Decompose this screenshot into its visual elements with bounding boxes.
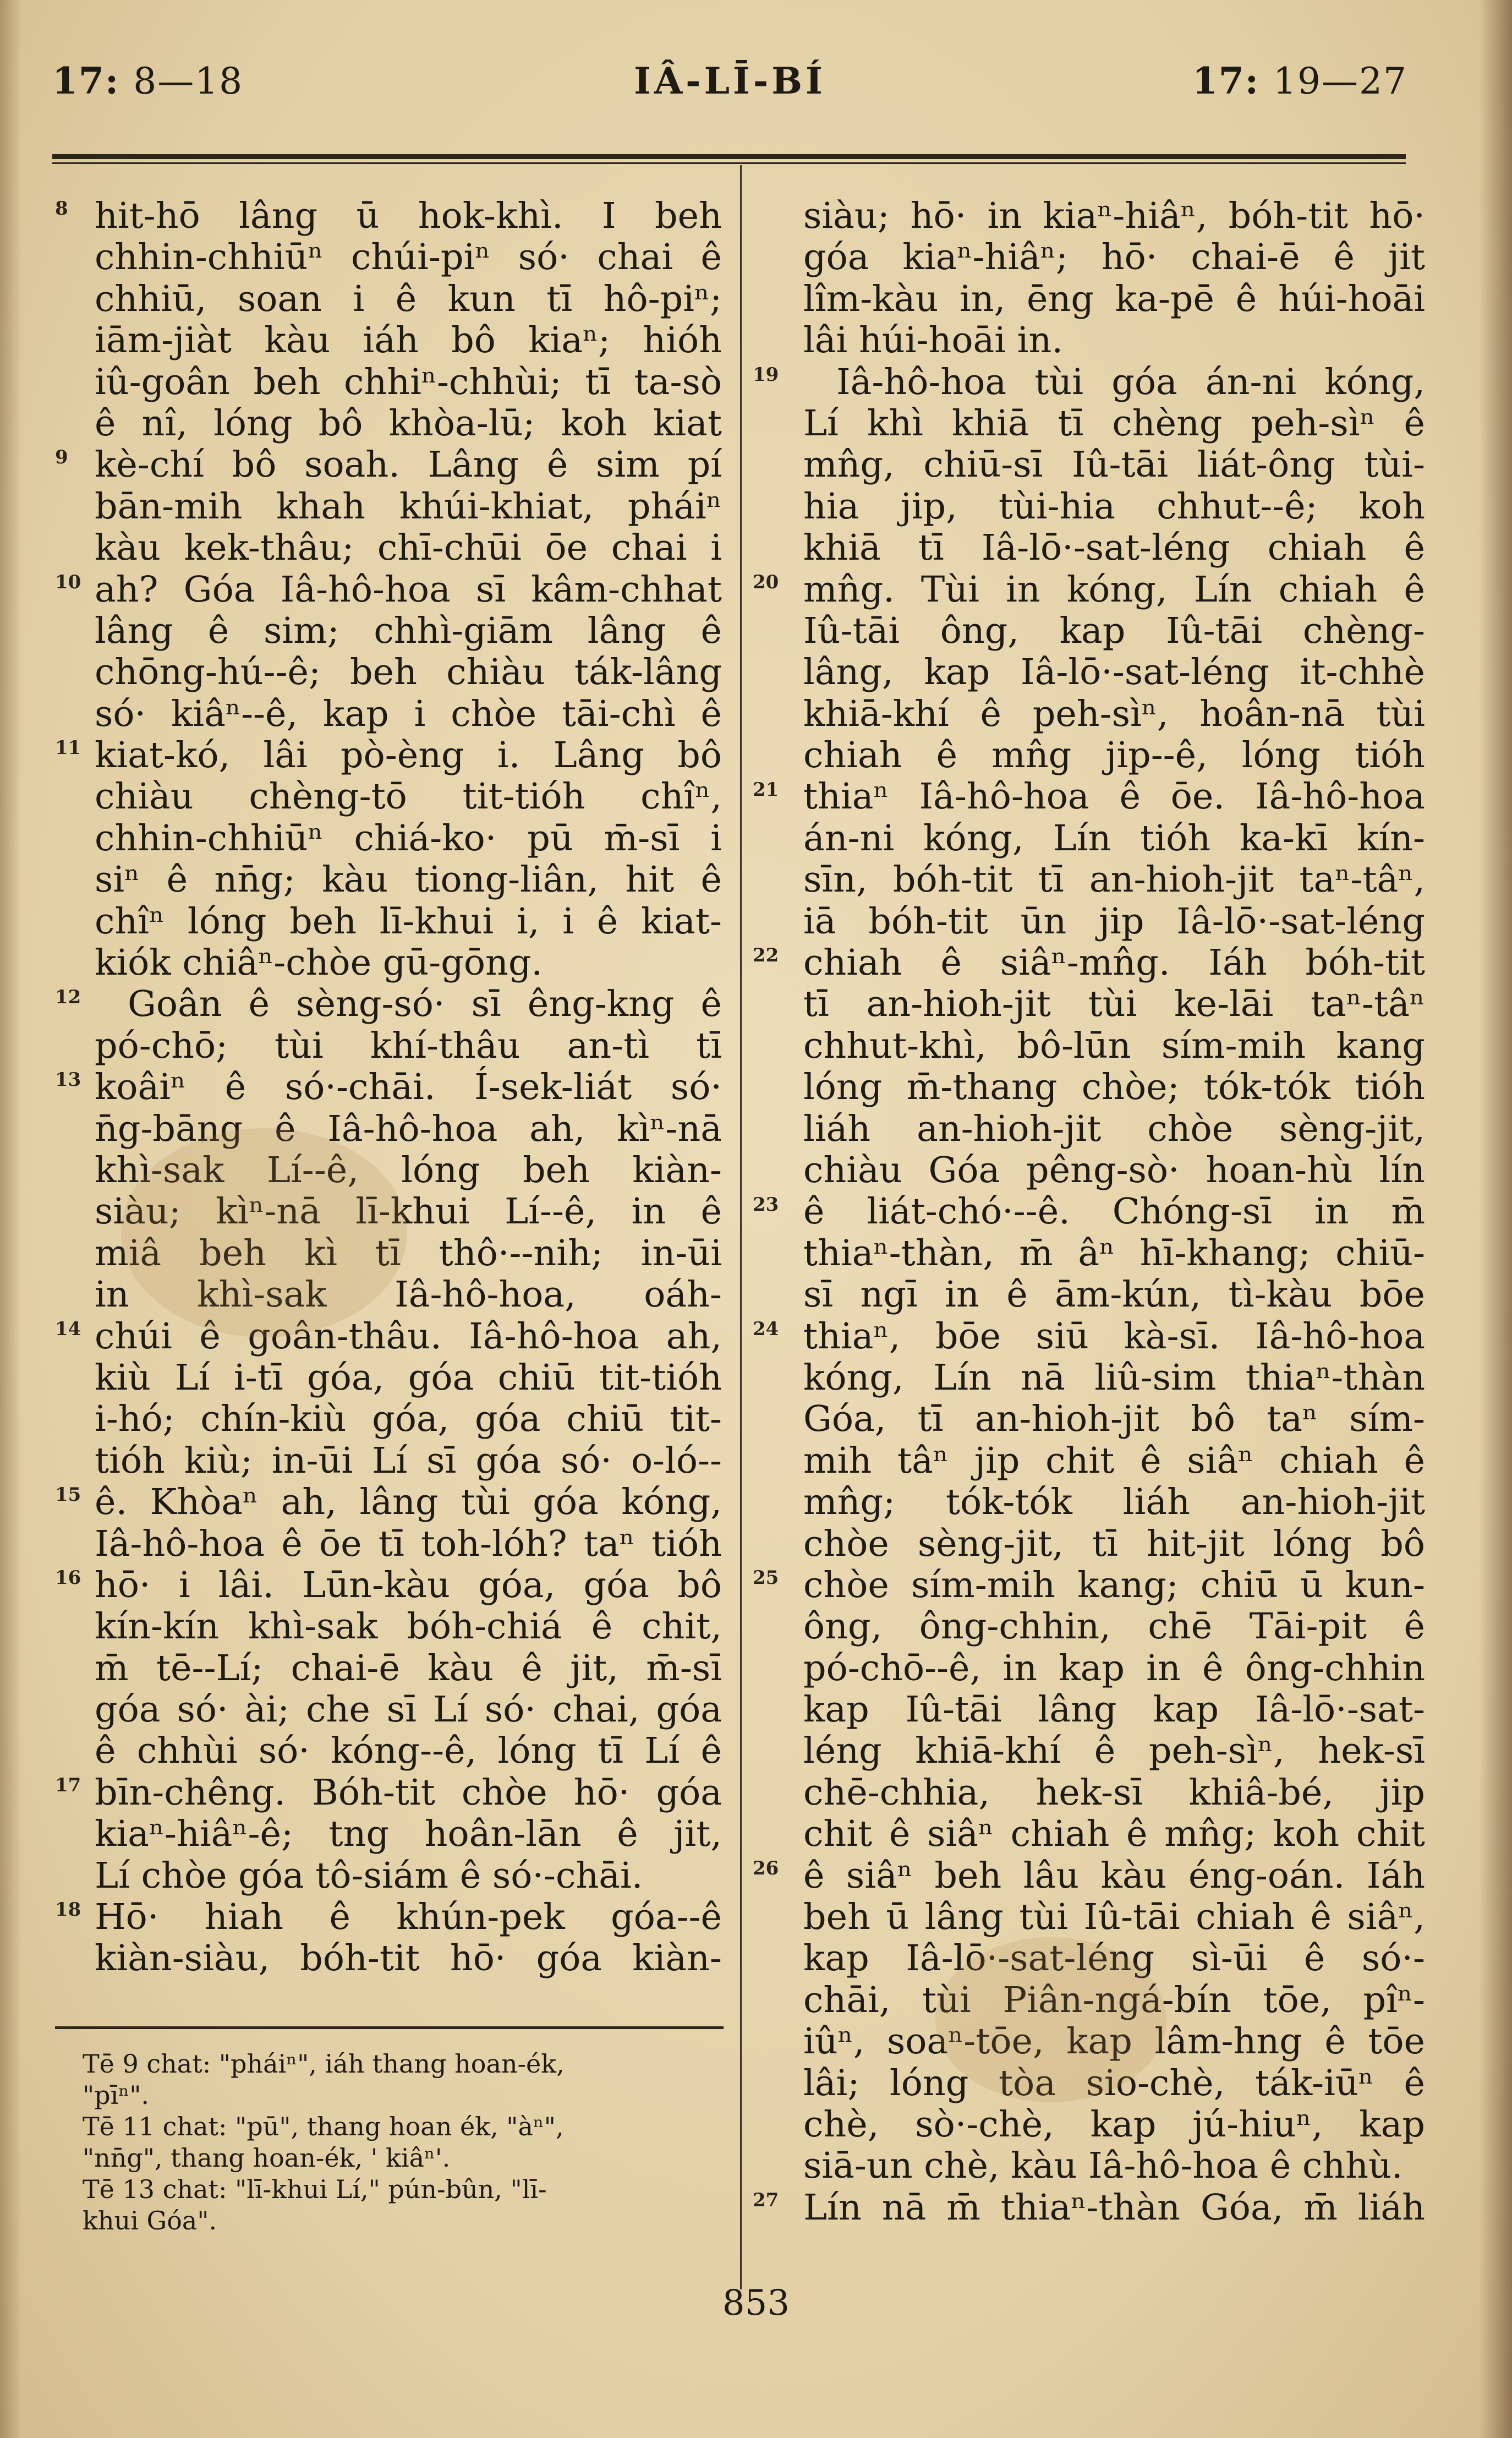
paper-stain [121, 1128, 407, 1337]
text-line: khì-sak Lí--ê, lóng beh kiàn- [95, 1149, 722, 1191]
text-line: góa só· ài; che sī Lí só· chai, góa [95, 1689, 722, 1731]
text-line: lîm-kàu in, ēng ka-pē ê húi-hoāi [803, 278, 1425, 320]
verse-number: 12 [55, 986, 81, 1008]
text-line: iā bóh-tit ūn jip Iâ-lō·-sat-léng [803, 900, 1425, 942]
text-line: ê nî, lóng bô khòa-lū; koh kiat [95, 402, 722, 444]
text-line: ê siâⁿ beh lâu kàu éng-oán. Iáh [803, 1855, 1425, 1896]
verse-number: 27 [753, 2189, 779, 2212]
verse-number: 13 [55, 1069, 81, 1091]
text-line: tióh kiù; in-ūi Lí sī góa só· o-ló-- [95, 1440, 722, 1482]
text-line: chiàu chèng-tō tit-tióh chîⁿ, [95, 776, 722, 818]
text-line: chōng-hú--ê; beh chiàu ták-lâng [95, 652, 722, 693]
text-line: miâ beh kì tī thô·--nih; in-ūi [95, 1232, 722, 1274]
text-line: Lí chòe góa tô-siám ê só·-chāi. [95, 1855, 643, 1896]
footnote-line: Tē 13 chat: "lī-khui Lí," pún-bûn, "lī- [83, 2174, 547, 2204]
verse-number: 9 [55, 446, 68, 469]
text-line: lâng, kap Iâ-lō·-sat-léng it-chhè [803, 652, 1425, 693]
text-line: bīn-chêng. Bóh-tit chòe hō· góa [95, 1772, 722, 1813]
text-line: thiaⁿ-thàn, m̄ âⁿ hī-khang; chiū- [803, 1232, 1425, 1274]
text-line: kè-chí bô soah. Lâng ê sim pí [95, 444, 722, 486]
verse-number: 26 [753, 1857, 779, 1879]
text-line: kiàn-siàu, bóh-tit hō· góa kiàn- [95, 1938, 722, 1980]
text-line: chhut-khì, bô-lūn sím-mih kang [803, 1025, 1425, 1067]
text-line: chúi ê goân-thâu. Iâ-hô-hoa ah, [95, 1315, 722, 1357]
text-line: kiat-kó, lâi pò-èng i. Lâng bô [95, 735, 722, 777]
text-line: Góa, tī an-hioh-jit bô taⁿ sím- [803, 1398, 1425, 1440]
text-line: chē-chhia, hek-sī khiâ-bé, jip [803, 1772, 1425, 1813]
text-line: Goân ê sèng-só· sī êng-kng ê [128, 983, 722, 1025]
text-line: kiaⁿ-hiâⁿ-ê; tng hoân-lān ê jit, [95, 1813, 722, 1855]
text-line: i-hó; chín-kiù góa, góa chiū tit- [95, 1398, 722, 1440]
right-verse-range: 17: 19—27 [1192, 59, 1407, 102]
text-line: chiàu Góa pêng-sò· hoan-hù lín [803, 1149, 1425, 1191]
footnote-line: Tē 11 chat: "pū", thang hoan ék, "àⁿ", [83, 2112, 564, 2141]
text-line: mih tâⁿ jip chit ê siâⁿ chiah ê [803, 1440, 1425, 1482]
text-line: thiaⁿ, bōe siū kà-sī. Iâ-hô-hoa [803, 1315, 1425, 1357]
text-line: ah? Góa Iâ-hô-hoa sī kâm-chhat [95, 568, 722, 610]
text-line: hō· i lâi. Lūn-kàu góa, góa bô [95, 1564, 722, 1606]
text-line: sī ngī in ê ām-kún, tì-kàu bōe [803, 1274, 1425, 1316]
text-line: án-ni kóng, Lín tióh ka-kī kín- [803, 817, 1425, 859]
text-line: Hō· hiah ê khún-pek góa--ê [95, 1896, 722, 1938]
text-line: kiók chiâⁿ-chòe gū-gōng. [95, 942, 543, 984]
text-line: Iâ-hô-hoa ê ōe tī toh-lóh? taⁿ tióh [95, 1523, 722, 1565]
text-line: ông, ông-chhin, chē Tāi-pit ê [803, 1606, 1425, 1648]
text-line: khiā tī Iâ-lō·-sat-léng chiah ê [803, 527, 1425, 569]
verse-number: 8 [55, 198, 68, 220]
text-line: lâng ê sim; chhì-giām lâng ê [95, 610, 722, 652]
text-line: ê liát-chó·--ê. Chóng-sī in m̄ [803, 1191, 1425, 1233]
text-line: kiù Lí i-tī góa, góa chiū tit-tióh [95, 1357, 722, 1398]
text-line: koâiⁿ ê só·-chāi. Í-sek-liát só· [95, 1067, 722, 1108]
right-column-text [803, 195, 1425, 2228]
text-line: chit ê siâⁿ chiah ê mn̂g; koh chit [803, 1813, 1425, 1855]
text-line: in khì-sak Iâ-hô-hoa, oáh- [95, 1274, 722, 1316]
text-line: siⁿ ê nn̄g; kàu tiong-liân, hit ê [95, 859, 722, 901]
verse-number: 20 [753, 571, 779, 593]
text-line: léng khiā-khí ê peh-sìⁿ, hek-sī [803, 1730, 1425, 1772]
verse-number: 14 [55, 1318, 81, 1340]
verse-number: 23 [753, 1193, 779, 1216]
book-title: IÂ-LĪ-BÍ [634, 59, 826, 102]
text-line: Lín nā m̄ thiaⁿ-thàn Góa, m̄ liáh [803, 2186, 1425, 2228]
text-line: kóng, Lín nā liû-sim thiaⁿ-thàn [803, 1357, 1425, 1398]
footnote-line: "pīⁿ". [83, 2080, 149, 2110]
text-line: chè, sò·-chè, kap jú-hiuⁿ, kap [803, 2103, 1425, 2145]
text-line: pó-chō--ê, in kap in ê ông-chhin [803, 1647, 1425, 1689]
header-rule-thick [52, 154, 1406, 159]
text-line: siā-un chè, kàu Iâ-hô-hoa ê chhù. [803, 2145, 1403, 2187]
verse-number: 18 [55, 1899, 81, 1921]
verse-number: 19 [753, 363, 779, 386]
text-line: kàu kek-thâu; chī-chūi ōe chai i [95, 527, 722, 569]
text-line: chiah ê siâⁿ-mn̂g. Iáh bóh-tit [803, 942, 1425, 984]
text-line: n̄g-bāng ê Iâ-hô-hoa ah, kìⁿ-nā [95, 1108, 722, 1150]
text-line: kap Iû-tāi lâng kap Iâ-lō·-sat- [803, 1689, 1425, 1731]
text-line: siàu; hō· in kiaⁿ-hiâⁿ, bóh-tit hō· [803, 195, 1425, 237]
footnote-line: "nn̄g", thang hoan-ék, ' kiâⁿ'. [83, 2143, 451, 2173]
text-line: ê. Khòaⁿ ah, lâng tùi góa kóng, [95, 1482, 722, 1523]
footnote-rule [55, 2026, 724, 2029]
text-line: Lí khì khiā tī chèng peh-sìⁿ ê [803, 402, 1425, 444]
page-edge-shadow-left [0, 0, 22, 2438]
text-line: mn̂g; tók-tók liáh an-hioh-jit [803, 1482, 1425, 1523]
text-line: pó-chō; tùi khí-thâu an-tì tī [95, 1025, 722, 1067]
text-line: chiah ê mn̂g jip--ê, lóng tióh [803, 735, 1425, 777]
text-line: Iû-tāi ông, kap Iû-tāi chèng- [803, 610, 1425, 652]
verse-number: 17 [55, 1774, 81, 1797]
text-line: iām-jiàt kàu iáh bô kiaⁿ; hióh [95, 320, 722, 362]
footnotes [83, 2048, 732, 2237]
text-line: chāi, tùi Piân-ngá-bín tōe, pîⁿ- [803, 1979, 1425, 2021]
text-line: thiaⁿ Iâ-hô-hoa ê ōe. Iâ-hô-hoa [803, 776, 1425, 818]
text-line: kap Iâ-lō·-sat-léng sì-ūi ê só·- [803, 1938, 1425, 1980]
page-edge-shadow-right [1479, 0, 1512, 2438]
text-line: mn̂g. Tùi in kóng, Lín chiah ê [803, 568, 1425, 610]
text-line: mn̂g, chiū-sī Iû-tāi liát-ông tùi- [803, 444, 1425, 486]
text-line: Iâ-hô-hoa tùi góa án-ni kóng, [836, 361, 1425, 403]
text-line: chòe sèng-jit, tī hit-jit lóng bô [803, 1523, 1425, 1565]
text-line: lóng m̄-thang chòe; tók-tók tióh [803, 1067, 1425, 1108]
text-line: liáh an-hioh-jit chòe sèng-jit, [803, 1108, 1425, 1150]
page-number: 853 [722, 2283, 790, 2324]
text-line: lâi; lóng tòa sio-chè, ták-iūⁿ ê [803, 2062, 1425, 2104]
verse-number: 24 [753, 1318, 779, 1340]
verse-number: 25 [753, 1567, 779, 1589]
text-line: chîⁿ lóng beh lī-khui i, i ê kiat- [95, 900, 722, 942]
verse-number: 11 [55, 737, 81, 759]
left-column-text [95, 195, 722, 1980]
column-divider [740, 165, 742, 2289]
verse-number: 22 [753, 944, 779, 967]
text-line: chhin-chhiūⁿ chúi-piⁿ só· chai ê [95, 237, 722, 278]
text-line: siàu; kìⁿ-nā lī-khui Lí--ê, in ê [95, 1191, 722, 1233]
text-line: iûⁿ, soaⁿ-tōe, kap lâm-hng ê tōe [803, 2021, 1425, 2063]
text-line: sīn, bóh-tit tī an-hioh-jit taⁿ-tâⁿ, [803, 859, 1425, 901]
footnote-line: Tē 9 chat: "pháiⁿ", iáh thang hoan-ék, [83, 2049, 565, 2079]
verse-number: 21 [753, 778, 779, 801]
left-verse-range: 17: 8—18 [52, 59, 244, 102]
text-line: chhiū, soan i ê kun tī hô-piⁿ; [95, 278, 722, 320]
header-rule-thin [52, 162, 1406, 164]
verse-number: 15 [55, 1484, 81, 1506]
text-line: tī an-hioh-jit tùi ke-lāi taⁿ-tâⁿ [803, 983, 1425, 1025]
text-line: khiā-khí ê peh-sìⁿ, hoân-nā tùi [803, 693, 1425, 735]
verse-number: 16 [55, 1567, 81, 1589]
text-line: chòe sím-mih kang; chiū ū kun- [803, 1564, 1425, 1606]
verse-number: 10 [55, 571, 81, 593]
text-line: lâi húi-hoāi in. [803, 320, 1063, 362]
text-line: m̄ tē--Lí; chai-ē kàu ê jit, m̄-sī [95, 1647, 722, 1689]
text-line: beh ū lâng tùi Iû-tāi chiah ê siâⁿ, [803, 1896, 1425, 1938]
text-line: bān-mih khah khúi-khiat, pháiⁿ [95, 485, 722, 527]
text-line: hit-hō lâng ū hok-khì. I beh [95, 195, 722, 237]
paper-stain [935, 1937, 1166, 2102]
text-line: ê chhùi só· kóng--ê, lóng tī Lí ê [95, 1730, 722, 1772]
text-line: kín-kín khì-sak bóh-chiá ê chit, [95, 1606, 722, 1648]
text-line: góa kiaⁿ-hiâⁿ; hō· chai-ē ê jit [803, 237, 1425, 278]
text-line: só· kiâⁿ--ê, kap i chòe tāi-chì ê [95, 693, 722, 735]
footnote-line: khui Góa". [83, 2206, 217, 2235]
text-line: hia jip, tùi-hia chhut--ê; koh [803, 485, 1425, 527]
text-line: chhin-chhiūⁿ chiá-ko· pū m̄-sī i [95, 817, 722, 859]
text-line: iû-goân beh chhiⁿ-chhùi; tī ta-sò [95, 361, 722, 403]
running-head [52, 59, 1407, 109]
